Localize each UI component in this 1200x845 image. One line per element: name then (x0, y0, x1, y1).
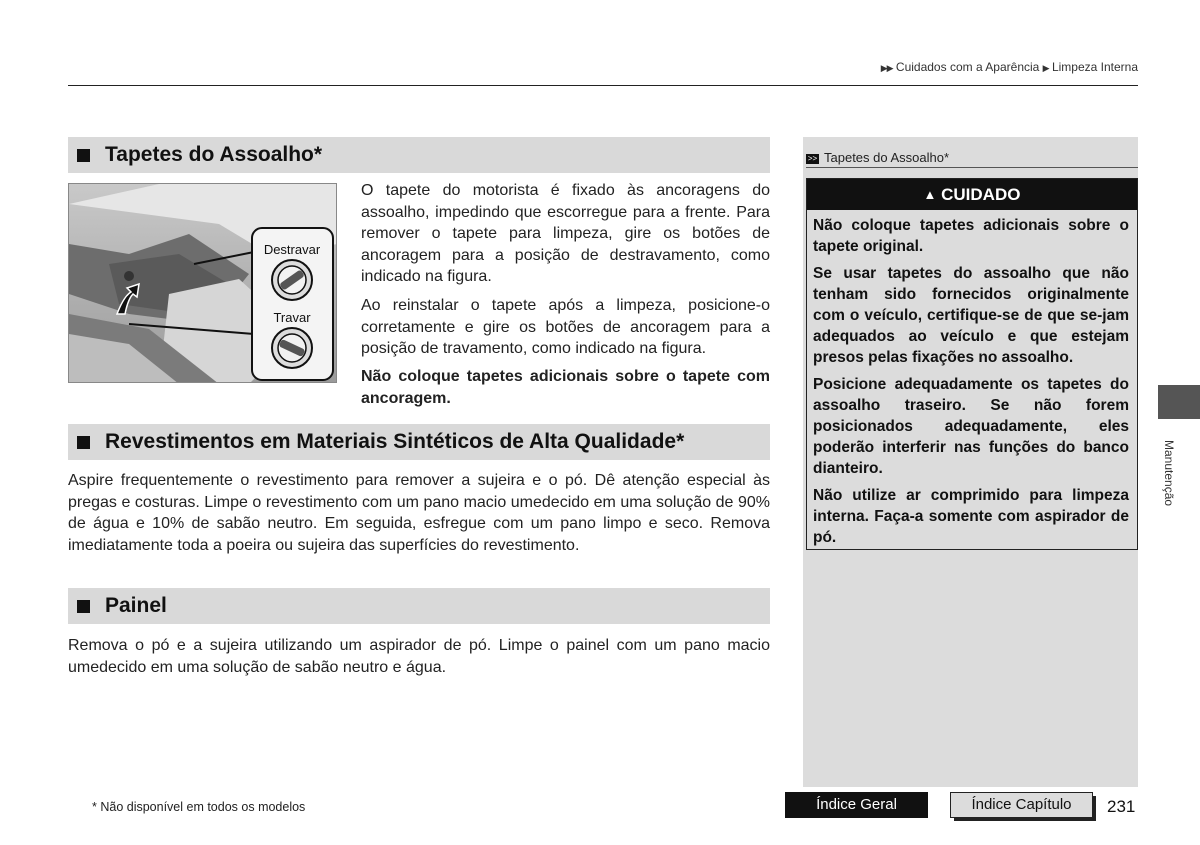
square-bullet-icon (77, 149, 90, 162)
section-title: Painel (105, 594, 167, 617)
caution-item: Posicione adequadamente os tapetes do assoalho traseiro. Se não forem posicionados adequadamente, eles poderão interferir nas funções do banco dianteiro. (813, 376, 1129, 477)
breadcrumb (881, 60, 1138, 74)
caution-header (807, 179, 1137, 210)
caution-item: Não utilize ar comprimido para limpeza interna. Faça-a somente com aspirador de pó. (813, 487, 1129, 546)
breadcrumb-item-interior[interactable]: Limpeza Interna (1051, 60, 1138, 74)
page-number: 231 (1107, 797, 1136, 816)
section-heading-synthetic (68, 424, 770, 460)
section-heading-floor-mats (68, 137, 770, 173)
breadcrumb-item-appearance[interactable]: Cuidados com a Aparência (895, 60, 1040, 74)
synthetic-paragraph: Aspire frequentemente o revestimento para remover a sujeira e o pó. Dê atenção especial às pregas e costuras. Limpe o revestimento com um pano macio umedecido em uma solução de 90% de água e 10% de sabão neutro. Em seguida, esfregue com um pano limpo e seco. Remova imediatamente toda a poeira ou sujeira das superfícies do revestimento. (68, 472, 770, 554)
section-title: Revestimentos em Materiais Sintéticos de Alta Qualidade* (105, 430, 685, 453)
chapter-tab[interactable] (1158, 385, 1200, 419)
floor-mats-paragraph-2: Ao reinstalar o tapete após a limpeza, posicione-o corretamente e gire os botões de ancoragem para a posição de travamento, como indicado na figura. (361, 297, 770, 357)
reference-arrow-icon: >> (807, 154, 818, 163)
header-divider (68, 85, 1138, 86)
square-bullet-icon (77, 600, 90, 613)
figure-label-lock: Travar (273, 310, 311, 325)
chapter-tab-label: Manutenção (1162, 440, 1176, 507)
index-general-button[interactable]: Índice Geral (785, 792, 928, 818)
floor-mats-paragraph-1: O tapete do motorista é fixado às ancoragens do assoalho, impedindo que escorregue para a frente. Para remover o tapete para limpeza, gire os botões de ancoragem para a posição de destravamento, como indicado na figura. (361, 182, 770, 285)
square-bullet-icon (77, 436, 90, 449)
section-heading-panel (68, 588, 770, 624)
floor-mats-warning: Não coloque tapetes adicionais sobre o tapete com ancoragem. (361, 368, 770, 407)
footnote: * Não disponível em todos os modelos (92, 800, 306, 814)
index-chapter-button[interactable] (950, 792, 1093, 818)
double-arrow-icon: ▶▶ (880, 63, 893, 73)
floor-mat-illustration (69, 184, 337, 383)
sidebar-reference-title[interactable] (806, 150, 949, 165)
sidebar-divider (806, 167, 1138, 168)
arrow-icon: ▶ (1042, 63, 1049, 73)
figure-label-unlock: Destravar (263, 242, 321, 257)
sidebar-reference-label: Tapetes do Assoalho* (824, 150, 950, 165)
caution-item: Não coloque tapetes adicionais sobre o tapete original. (813, 217, 1129, 255)
section-title: Tapetes do Assoalho* (105, 143, 323, 166)
caution-label: CUIDADO (941, 185, 1021, 204)
caution-item: Se usar tapetes do assoalho que não tenham sido fornecidos originalmente com o veículo, certifique-se de que se-jam adequados ao veículo e que estejam presos pelas fixações no assoalho. (813, 265, 1129, 366)
index-chapter-label: Índice Capítulo (971, 796, 1072, 813)
panel-paragraph: Remova o pó e a sujeira utilizando um aspirador de pó. Limpe o painel com um pano macio umedecido em uma solução de sabão neutro e água. (68, 637, 770, 676)
floor-mat-anchor-figure (68, 183, 337, 383)
warning-triangle-icon: ▲ (923, 187, 937, 202)
